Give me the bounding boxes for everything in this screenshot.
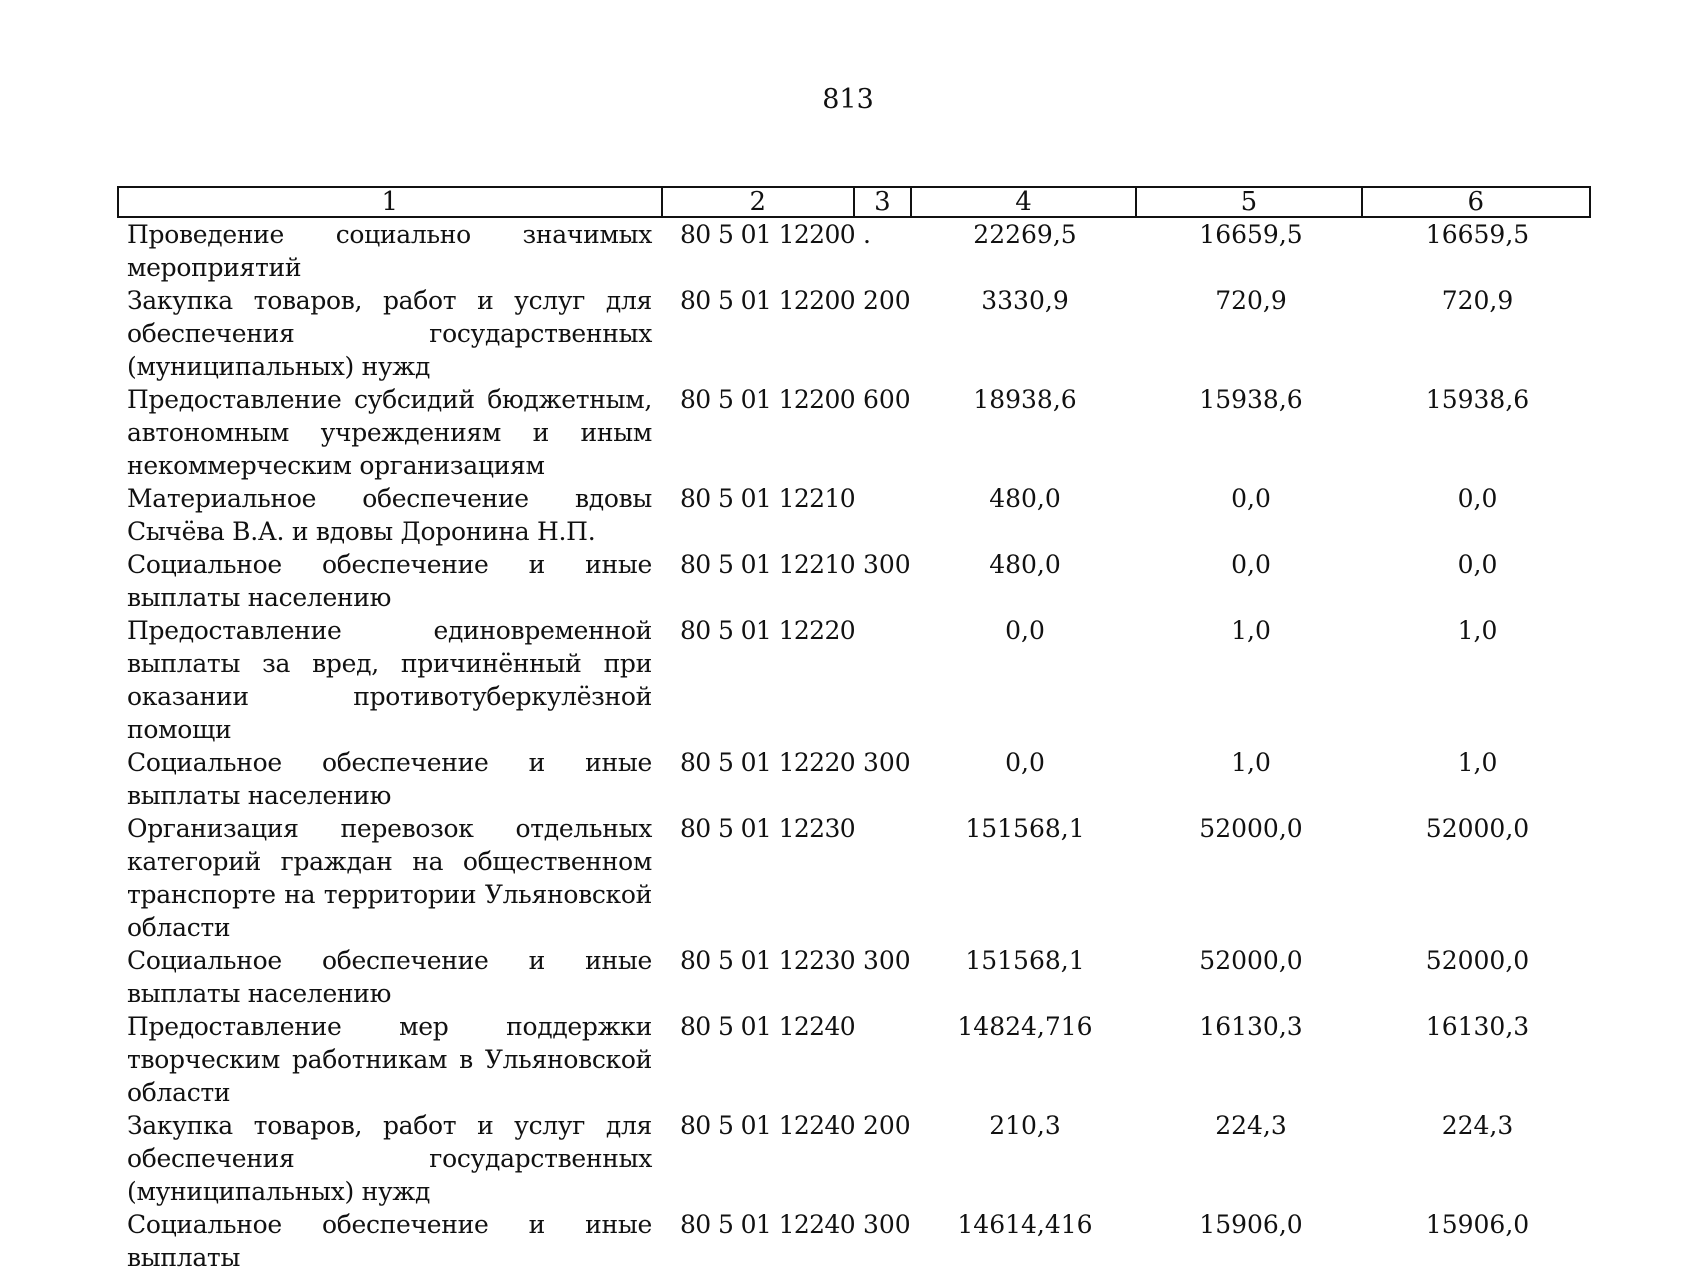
row-value-col-4: 151568,1 [965,814,1085,843]
table-row [117,1010,1591,1109]
row-value-col-6: 1,0 [1457,748,1498,777]
row-value-col-4: 0,0 [1005,748,1045,777]
row-name: Материальное обеспечение вдовы Сычёва В.А. и вдовы Доронина Н.П. [127,484,652,546]
row-value-col-5: 52000,0 [1199,814,1303,843]
table-row [117,1208,1591,1274]
row-value-col-4: 480,0 [989,550,1061,579]
row-value-col-6: 15906,0 [1425,1210,1530,1239]
row-value-col-6: 0,0 [1457,550,1498,579]
row-expense-type: 200 [863,286,911,315]
row-value-col-4: 3330,9 [981,286,1069,315]
row-code: 80 5 01 12200 [680,286,856,315]
table-row [117,614,1591,746]
row-expense-type: 600 [863,385,911,414]
row-value-col-4: 18938,6 [973,385,1077,414]
row-value-col-4: 14824,716 [957,1012,1093,1041]
row-value-col-4: 480,0 [989,484,1061,513]
row-expense-type: 200 [863,1111,911,1140]
row-name: Организация перевозок отдельных категорий граждан на общественном транспорте на территории Ульяновской области [127,814,652,942]
row-value-col-6: 1,0 [1457,616,1498,645]
row-expense-type: 300 [863,946,911,975]
row-name: Социальное обеспечение и иные выплаты [127,1210,652,1272]
header-col-5: 5 [1137,188,1362,216]
row-name: Проведение социально значимых мероприятий [127,220,652,282]
row-value-col-5: 0,0 [1231,484,1271,513]
row-code: 80 5 01 12240 [680,1012,856,1041]
row-code: 80 5 01 12210 [680,484,856,513]
row-value-col-5: 16130,3 [1199,1012,1303,1041]
row-expense-type: 300 [863,748,911,777]
row-value-col-6: 16130,3 [1425,1012,1530,1041]
row-name: Закупка товаров, работ и услуг для обеспечения государственных (муниципальных) нужд [127,1111,652,1206]
table-body [117,218,1591,1274]
budget-table [117,186,1591,1274]
row-code: 80 5 01 12200 [680,385,856,414]
row-name: Социальное обеспечение и иные выплаты населению [127,748,652,810]
row-value-col-6: 224,3 [1441,1111,1514,1140]
row-value-col-4: 210,3 [989,1111,1061,1140]
header-col-4: 4 [912,188,1137,216]
header-col-3: 3 [855,188,912,216]
row-value-col-4: 14614,416 [957,1210,1093,1239]
row-name: Социальное обеспечение и иные выплаты населению [127,946,652,1008]
table-row [117,944,1591,1010]
row-name: Предоставление субсидий бюджетным, автономным учреждениям и иным некоммерческим организациям [127,385,652,480]
table-row [117,284,1591,383]
row-value-col-4: 0,0 [1005,616,1045,645]
row-value-col-6: 720,9 [1441,286,1514,315]
header-col-1: 1 [119,188,663,216]
table-row [117,482,1591,548]
page-number: 813 [822,84,874,115]
row-code: 80 5 01 12200 [680,220,856,249]
header-col-6: 6 [1467,187,1485,217]
row-code: 80 5 01 12240 [680,1210,856,1239]
row-value-col-5: 15906,0 [1199,1210,1303,1239]
row-value-col-6: 52000,0 [1425,946,1530,975]
row-value-col-5: 720,9 [1215,286,1287,315]
row-code: 80 5 01 12210 [680,550,856,579]
table-row [117,1109,1591,1208]
table-header-row [117,186,1591,218]
row-value-col-4: 22269,5 [973,220,1077,249]
row-value-col-5: 1,0 [1231,616,1271,645]
row-value-col-5: 52000,0 [1199,946,1303,975]
row-name: Предоставление единовременной выплаты за вред, причинённый при оказании противотуберкулёзной помощи [127,616,652,744]
row-name: Предоставление мер поддержки творческим работникам в Ульяновской области [127,1012,652,1107]
row-code: 80 5 01 12230 [680,946,856,975]
header-col-2: 2 [663,188,855,216]
table-row [117,383,1591,482]
row-value-col-5: 224,3 [1215,1111,1287,1140]
row-value-col-5: 0,0 [1231,550,1271,579]
row-code: 80 5 01 12240 [680,1111,856,1140]
row-value-col-5: 1,0 [1231,748,1271,777]
row-code: 80 5 01 12230 [680,814,856,843]
row-value-col-6: 16659,5 [1425,220,1530,249]
row-code: 80 5 01 12220 [680,616,856,645]
row-name: Социальное обеспечение и иные выплаты населению [127,550,652,612]
table-row [117,548,1591,614]
row-value-col-5: 15938,6 [1199,385,1303,414]
row-value-col-6: 52000,0 [1425,814,1530,843]
row-value-col-5: 16659,5 [1199,220,1303,249]
row-value-col-6: 0,0 [1457,484,1498,513]
table-row [117,746,1591,812]
row-value-col-4: 151568,1 [965,946,1085,975]
table-row [117,218,1591,284]
row-code: 80 5 01 12220 [680,748,856,777]
row-expense-type: 300 [863,1210,911,1239]
table-row [117,812,1591,944]
row-expense-type: . [863,220,871,249]
row-expense-type: 300 [863,550,911,579]
row-value-col-6: 15938,6 [1425,385,1530,414]
row-name: Закупка товаров, работ и услуг для обеспечения государственных (муниципальных) нужд [127,286,652,381]
